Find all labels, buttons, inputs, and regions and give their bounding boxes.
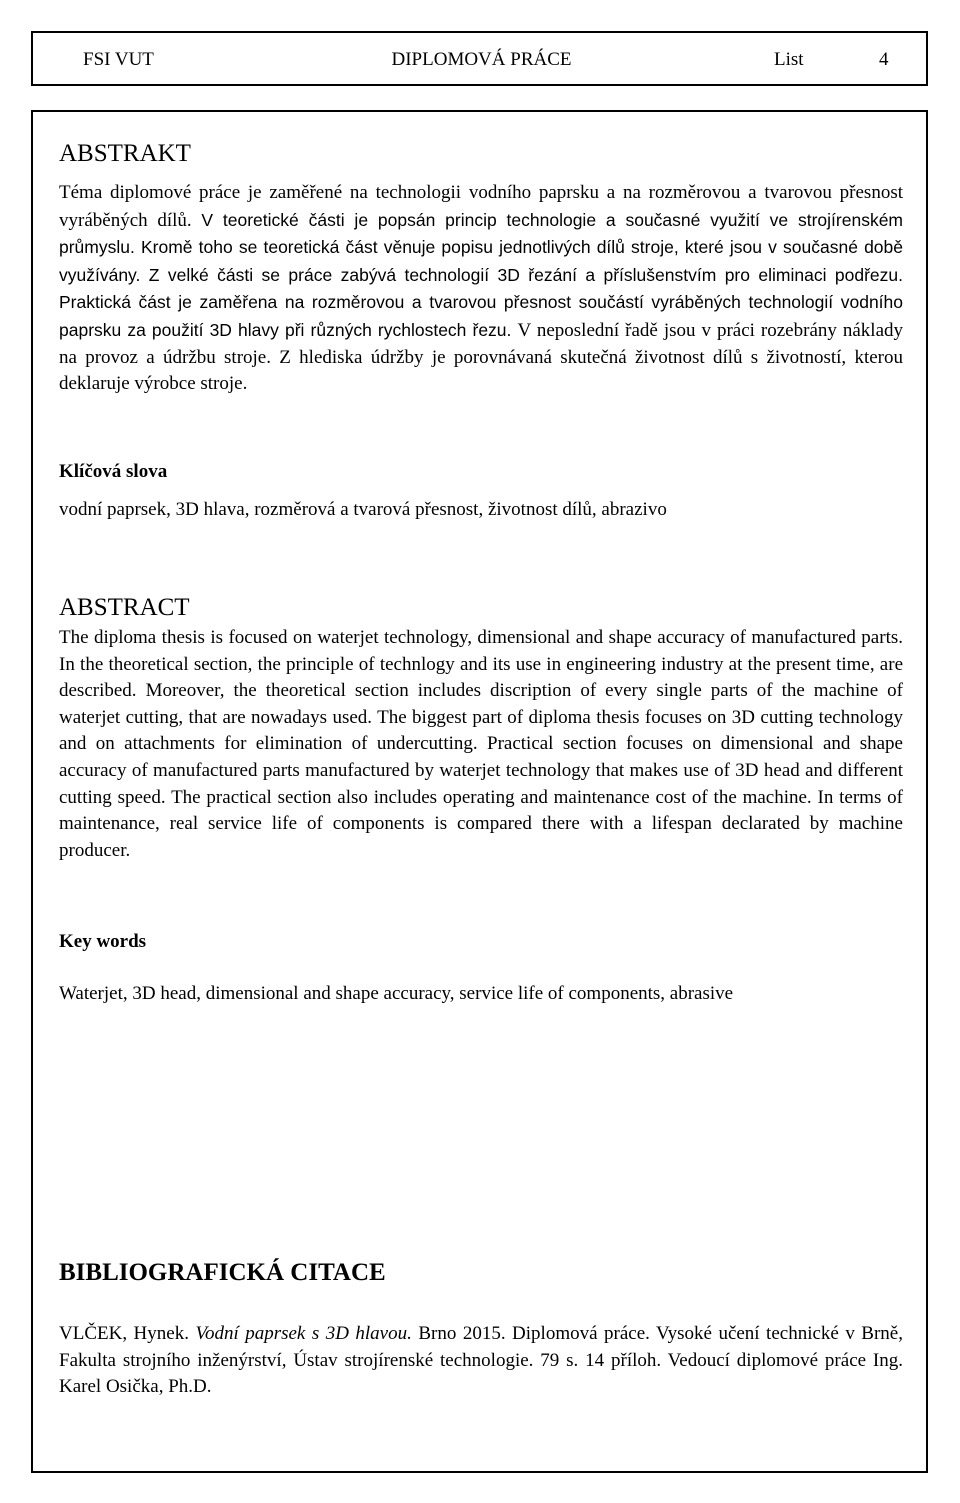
- abstrakt-text-5: V neposlední řadě jsou v práci rozebrány náklady na provoz a údržbu stroje. Z hlediska údržby je porovnávaná skutečná životnost dílů s životností, kterou deklaruje výrobce stroje.: [59, 319, 903, 395]
- abstrakt-body: [59, 180, 903, 398]
- abstract-body: [59, 625, 903, 864]
- abstrakt-text-1: Téma diplomové práce je zaměřené na technologii vodního paprsku a na rozměrovou a tvarovou přesnost vyráběných dílů.: [59, 182, 903, 231]
- abstract-heading: ABSTRACT: [59, 594, 190, 621]
- header-document-type: DIPLOMOVÁ PRÁCE: [391, 49, 572, 70]
- citation-work-title: Vodní paprsek s 3D hlavou.: [195, 1323, 412, 1344]
- header-page-number: 4: [879, 49, 889, 70]
- header-list-label: List: [774, 49, 804, 70]
- citation-paragraph: [59, 1321, 903, 1401]
- klicova-slova-text: vodní paprsek, 3D hlava, rozměrová a tvarová přesnost, životnost dílů, abrazivo: [59, 499, 667, 520]
- page-header: [31, 31, 928, 86]
- header-faculty: FSI VUT: [83, 49, 154, 70]
- abstract-paragraph: The diploma thesis is focused on waterjet technology, dimensional and shape accuracy of manufactured parts. In the theoretical section, the principle of technlogy and its use in engineering industry at the present time, are described. Moreover, the theoretical section includes discription of every single parts of the machine of waterjet cutting, that are nowadays used. The biggest part of diploma thesis focuses on 3D cutting technology and on attachments for elimination of undercutting. Practical section focuses on dimensional and shape accuracy of manufactured parts manufactured by waterjet technology that makes use of 3D head and different cutting speed. The practical section also includes operating and maintenance cost of the machine. In terms of maintenance, real service life of components is compared there with a lifespan declarated by machine producer.: [59, 627, 903, 861]
- key-words-text: Waterjet, 3D head, dimensional and shape accuracy, service life of components, abrasive: [59, 983, 734, 1004]
- abstrakt-text-2: V teoretické části je popsán princip technologie a současné využití ve strojírenském průmyslu. Kromě toho se teoretická část věnuje popisu jednotlivých dílů stroje, které jsou v současné době využívány.: [59, 209, 903, 285]
- citation-author: VLČEK, Hynek.: [59, 1323, 196, 1344]
- abstrakt-paragraph: [59, 180, 903, 398]
- abstrakt-text-3: Z velké části se práce zabývá technologií 3D řezání a příslušenstvím pro eliminaci podřezu.: [148, 264, 903, 285]
- citation-details: Brno 2015. Diplomová práce. Vysoké učení technické v Brně, Fakulta strojního inženýrství, Ústav strojírenské technologie. 79 s. 14 příloh. Vedoucí diplomové práce Ing. Karel Osička, Ph.D.: [59, 1323, 903, 1398]
- citation-body: [59, 1321, 903, 1401]
- abstrakt-heading: ABSTRAKT: [59, 140, 191, 167]
- citation-heading: BIBLIOGRAFICKÁ CITACE: [59, 1259, 386, 1286]
- abstrakt-text-4: Praktická část je zaměřena na rozměrovou a tvarovou přesnost součástí vyráběných technologií vodního paprsku za použití 3D hlavy při různých rychlostech řezu.: [59, 292, 903, 340]
- klicova-slova-heading: Klíčová slova: [59, 461, 168, 482]
- key-words-heading: Key words: [59, 931, 147, 952]
